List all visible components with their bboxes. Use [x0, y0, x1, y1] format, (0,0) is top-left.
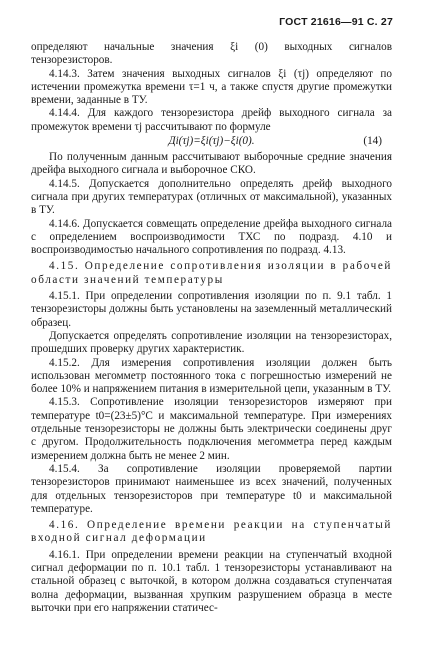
paragraph: Допускается определять сопротивление изоляции на тензорезисторах, прошедших проверку других характеристик.	[31, 329, 392, 356]
paragraph: 4.14.6. Допускается совмещать определение дрейфа выходного сигнала с определением воспроизводимости ТХС по подразд. 4.10 и воспроизводимостью начального сопротивления по подразд. 4.13.	[31, 217, 392, 257]
page-header: ГОСТ 21616—91 С. 27	[279, 16, 393, 28]
formula-expression: Дi(τj)=ξi(τj)−ξi(0).	[168, 135, 255, 148]
section-heading: 4.16. Определение времени реакции на ступенчатый входной сигнал деформации	[31, 519, 392, 545]
section-heading: 4.15. Определение сопротивления изоляции в рабочей области значений температуры	[31, 260, 392, 286]
paragraph: 4.14.5. Допускается дополнительно определять дрейф выходного сигнала при других температурах (отличных от максимальной), указанных в ТУ.	[31, 177, 392, 217]
formula-line	[31, 134, 392, 151]
paragraph: 4.14.3. Затем значения выходных сигналов ξi (τj) определяют по истечении промежутка времени τ=1 ч, а также спустя другие промежутки времени, заданные в ТУ.	[31, 67, 392, 107]
document-body	[31, 41, 392, 615]
formula-number: (14)	[363, 135, 382, 148]
paragraph: По полученным данным рассчитывают выборочные средние значения дрейфа выходного сигнала и выборочное СКО.	[31, 151, 392, 177]
paragraph: 4.15.3. Сопротивление изоляции тензорезисторов измеряют при температуре t0=(23±5)°С и максимальной температуре. При измерениях отдельные тензорезисторы не должны быть электрически соединены друг с другом. Продолжительность подключения мегомметра перед каждым измерением должна быть не менее 2 мин.	[31, 396, 392, 462]
paragraph: 4.15.2. Для измерения сопротивления изоляции должен быть использован мегомметр постоянного тока с погрешностью измерений не более 10% и напряжением питания в измерительной цепи, указанным в ТУ.	[31, 356, 392, 396]
paragraph: определяют начальные значения ξi (0) выходных сигналов тензорезисторов.	[31, 41, 392, 67]
paragraph: 4.16.1. При определении времени реакции на ступенчатый входной сигнал деформации по п. 10.1 табл. 1 тензорезисторы устанавливают на стальной образец с выточкой, в котором должна создаваться ступенчатая волна деформации, вызванная хрупким разрушением образца в месте выточки при его напряжении статичес-	[31, 548, 392, 614]
paragraph: 4.15.1. При определении сопротивления изоляции по п. 9.1 табл. 1 тензорезисторы должны быть установлены на заземленный металлический образец.	[31, 290, 392, 329]
paragraph: 4.14.4. Для каждого тензорезистора дрейф выходного сигнала за промежуток времени τj рассчитывают по формуле	[31, 107, 392, 133]
paragraph: 4.15.4. За сопротивление изоляции проверяемой партии тензорезисторов принимают наименьшее из всех значений, полученных для отдельных тензорезисторов при температуре t0 и максимальной температуре.	[31, 462, 392, 515]
